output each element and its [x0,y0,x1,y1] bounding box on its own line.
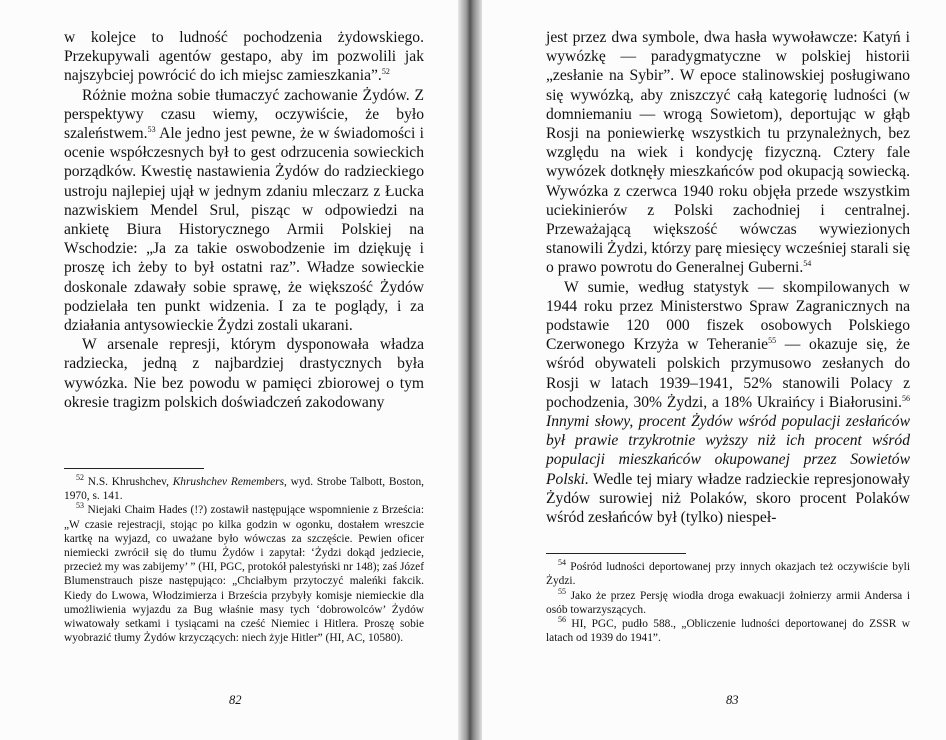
text-run: , wyd. Strobe Talbott, Boston, 1970, s. 141. [64,476,424,503]
footnote-marker: 52 [381,67,390,77]
text-run: Jako że przez Persję wiodła droga ewakuacji żołnierzy armii Andersa i osób towarzyszących. [546,589,910,616]
paragraph [546,278,910,528]
footnote-marker: 54 [803,259,812,269]
text-run: — okazuje się, że wśród obywateli polskich przymusowo zesłanych do Rosji w latach 1939–1941, 52% stanowili Polacy z pochodzenia, 30% Żydzi, a 18% Ukraińcy i Białorusini. [546,336,910,411]
right-footnotes [546,560,910,645]
left-body-text [64,28,424,412]
text-run: N.S. Khrushchev, [84,476,173,489]
footnote-marker: 53 [76,501,84,511]
footnote-marker: 56 [902,393,910,403]
footnote-marker: 53 [147,124,156,134]
footnote [546,560,910,588]
footnote [546,586,910,617]
text-run: Ale jedno jest pewne, że w świadomości i ocenie współczesnych był to gest odrzucenia sowieckich porządków. Kwestię nastawienia Żydów do radzieckiego ustroju najlepiej ujął w jednym zdaniu mleczarz z Łucka nazwiskiem Mendel Srul, pisząc w odpowiedzi na ankietę Biura Historycznego Armii Polskiej na Wschodzie: „Ja za takie oswobodzenie im dziękuję i proszę ich żeby to był ostatni raz”. Władze sowieckie doskonale zdawały sobie sprawę, że większość Żydów podzielała ten punkt widzenia. I za te poglądy, i za działania antysowieckie Żydzi zostali ukarani. [64,125,424,335]
page-number-right: 83 [726,693,739,707]
paragraph [546,28,910,278]
footnote [546,617,910,645]
footnote-marker: 52 [76,473,84,483]
footnote-marker: 56 [558,615,566,625]
italic-text: Innymi słowy, procent Żydów wśród populacji zesłańców był prawie trzykrotnie wyższy niż ich procent wśród populacji mieszkańców okupowanej przez Sowietów Polski. [546,413,910,488]
text-run: jest przez dwa symbole, dwa hasła wywoławcze: Katyń i wywózkę — paradygmatyczne w polskiej historii „zesłanie na Sybir”. W epoce stalinowskiej posługiwano się wywózką, aby zniszczyć całą kategorię ludności (w domniemaniu — wrogą Sowietom), deportując w głąb Rosji na poniewierkę wszystkich tu przynależnych, bez względu na wiek i kondycję fizyczną. Cztery fale wywózek dotknęły mieszkańców pod okupacją sowiecką. Wywózka z czerwca 1940 roku objęła przede wszystkim uciekinierów z Polski zachodniej i centralnej. Przeważającą większość wówczas wywiezionych stanowili Żydzi, którzy parę miesięcy wcześniej starali się o prawo powrotu do Generalnej Guberni. [546,29,910,277]
text-run: Pośród ludności deportowanej przy innych okazjach też oczywiście byli Żydzi. [546,561,910,588]
text-run: W arsenale represji, którym dysponowała władza radziecka, jedną z najbardziej drastycznych była wywózka. Nie bez powodu w pamięci zbiorowej o tym okresie tragizm polskich doświadczeń zakodowany [64,336,424,411]
footnote-rule [64,468,204,469]
page-number-left: 82 [229,693,242,707]
footnote [64,475,424,503]
right-page [482,0,946,740]
text-run: Różnie można sobie tłumaczyć zachowanie Żydów. Z perspektywy czasu wiemy, oczywiście, że było szaleństwem. [64,86,424,143]
footnote-marker: 54 [558,558,566,568]
paragraph [64,28,424,86]
text-run: w kolejce to ludność pochodzenia żydowskiego. Przekupywali agentów gestapo, aby im pozwolili jak najszybciej powrócić do ich miejsc zamieszkania”. [64,29,424,85]
text-run: Wedle tej miary władze radzieckie represjonowały Żydów surowiej niż Polaków, skoro procent Polaków wśród zesłańców był (tylko) niespeł- [546,470,910,527]
paragraph [64,335,424,412]
right-body-text [546,28,910,527]
footnote-rule [546,553,686,554]
text-run: HI, PGC, pudło 588., „Obliczenie ludności deportowanej do ZSSR w latach od 1939 do 1941”. [546,618,910,645]
footnote [64,503,424,645]
footnote-marker: 55 [768,336,777,346]
text-run: W sumie, według statystyk — skompilowanych w 1944 roku przez Ministerstwo Spraw Zagranicznych na podstawie 120 000 fiszek osobowych Polskiego Czerwonego Krzyża w Teheranie [546,278,910,354]
book-gutter [458,0,482,740]
paragraph [64,86,424,336]
italic-text: Khrushchev Remembers [172,476,285,489]
left-page [0,0,458,740]
footnote-marker: 55 [558,586,566,596]
text-run: Niejaki Chaim Hades (!?) zostawił następujące wspomnienie z Brześcia: „W czasie rejestracji, stojąc po kilka godzin w ogonku, dostałem wreszcie kartkę na wyjazd, co uważane było wówczas za szczęście. Pewien oficer niemiecki zwrócił się do tłumu Żydów i zapytał: ‘Żydzi dokąd jedziecie, przecież my was zabijemy’ ” (HI, PGC, protokół palestyński nr 148); zaś Józef Blumenstrauch pisze następująco: „Chciałbym przytoczyć maleńki fakcik. Kiedy do Lwowa, Włodzimierza i Brześcia przybyły komisje niemieckie dla umożliwienia wyjazdu za Bug właśnie masy tych ‘dobrowolców’ Żydów wiwatowały setkami i tysiącami na cześć Niemiec i Hitlera. Proszę sobie wyobrazić tłumy Żydów krzyczących: niech żyje Hitler” (HI, AC, 10580). [64,504,424,645]
left-footnotes [64,475,424,645]
